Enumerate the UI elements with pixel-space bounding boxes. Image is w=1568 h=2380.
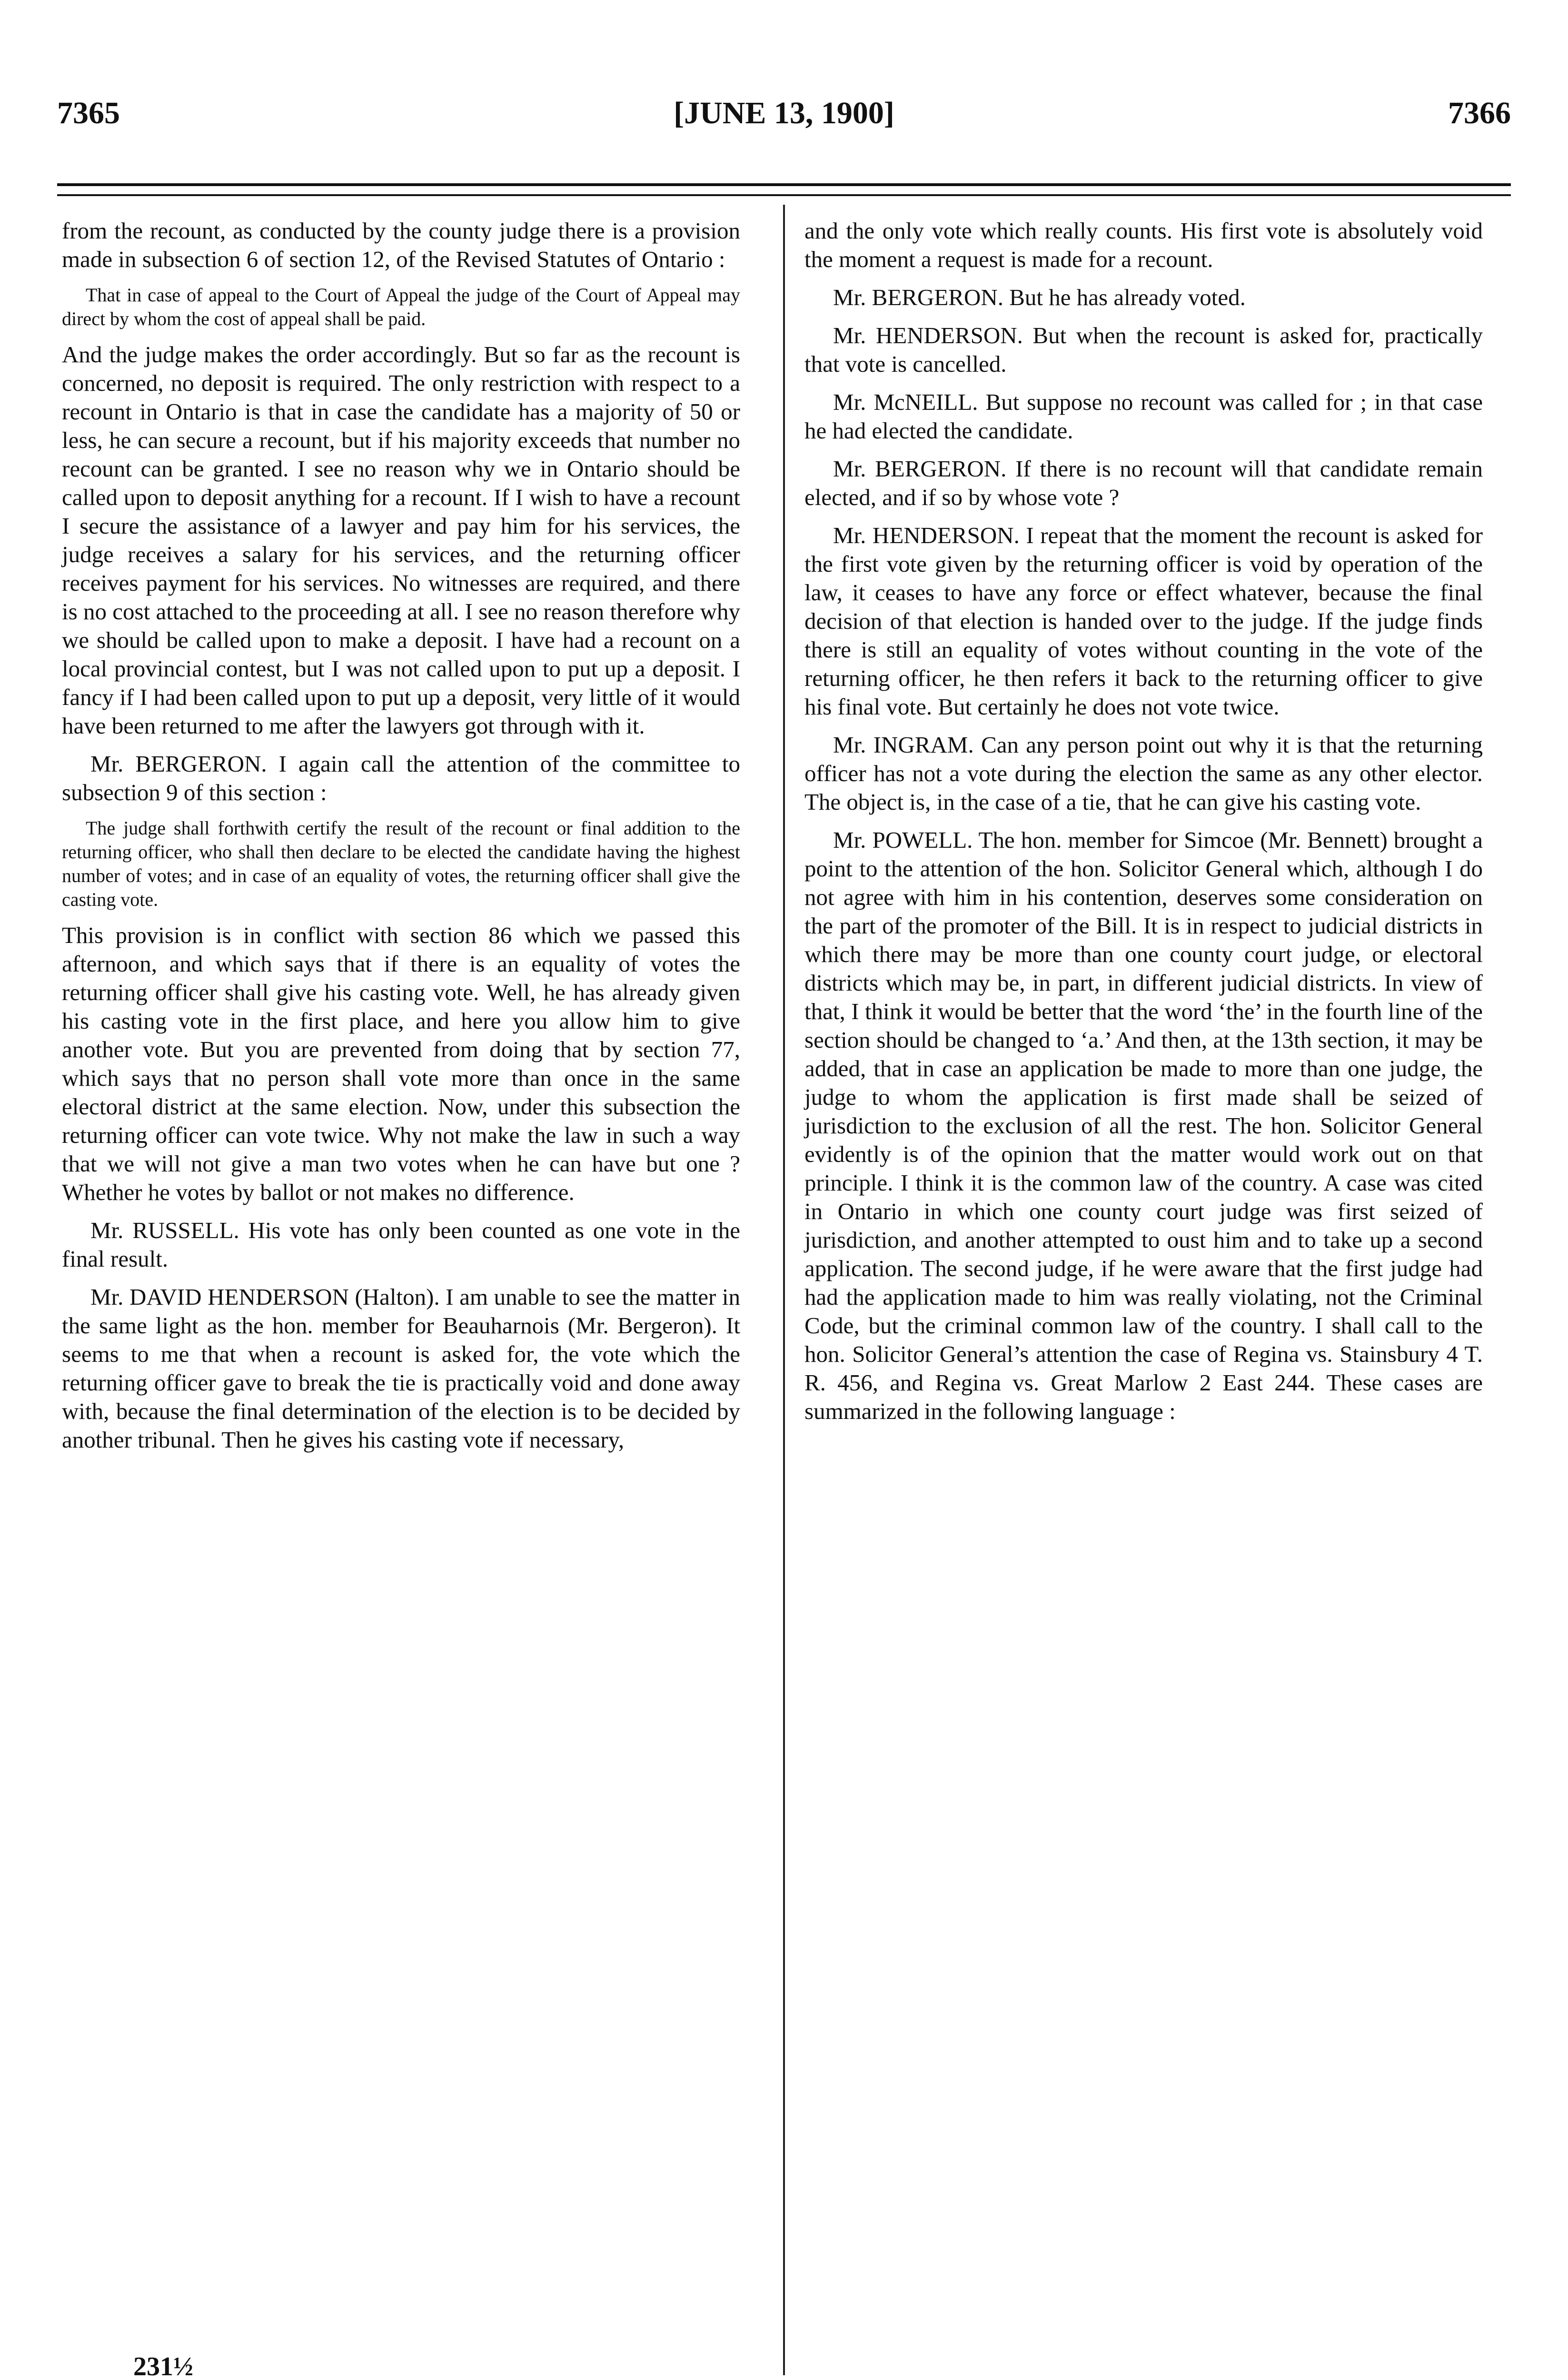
speech-russell: Mr. RUSSELL. His vote has only been counted as one vote in the final result.: [62, 1217, 740, 1272]
page-date: [JUNE 13, 1900]: [674, 96, 894, 130]
paragraph: And the judge makes the order accordingly. But so far as the recount is concerned, no deposit is required. The only restriction with respect to a recount in Ontario is that in case the candidate has a majority of 50 or less, he can secure a recount, but if his majority exceeds that number no recount can be granted. I see no reason why we in Ontario should be called upon to deposit anything for a recount. If I wish to have a recount I secure the assistance of a lawyer and pay him for his services, the judge receives a salary for his services, and the returning officer receives payment for his services. No witnesses are required, and there is no cost attached to the proceeding at all. I see no reason therefore why we should be called upon to make a deposit. I have had a recount on a local provincial contest, but I was not called upon to put up a deposit. I fancy if I had been called upon to put up a deposit, very little of it would have been returned to me after the lawyers got through with it.: [62, 341, 740, 739]
speech-bergeron: Mr. BERGERON. I again call the attention of the committee to subsection 9 of this section :: [62, 751, 740, 805]
paragraph: This provision is in conflict with section 86 which we passed this afternoon, and which says that if there is an equality of votes the returning officer shall give his casting vote. Well, he has already given his casting vote in the first place, and here you allow him to give another vote. But you are prevented from doing that by section 77, which says that no person shall vote more than once in the same electoral district at the same election. Now, under this subsection the returning officer can vote twice. Why not make the law in such a way that we will not give a man two votes when he can have but one ? Whether he votes by ballot or not makes no difference.: [62, 922, 740, 1205]
column-divider: [783, 205, 785, 2375]
paragraph: from the recount, as conducted by the county judge there is a provision made in subsection 6 of section 12, of the Revised Statutes of Ontario :: [62, 218, 740, 272]
header-rule-top: [57, 183, 1511, 186]
page-header: [57, 95, 1511, 148]
speech-bergeron: Mr. BERGERON. But he has already voted.: [833, 284, 1246, 310]
speech-bergeron: Mr. BERGERON. If there is no recount will that candidate remain elected, and if so by whose vote ?: [804, 456, 1483, 510]
speech-ingram: Mr. INGRAM. Can any person point out why it is that the returning officer has not a vote during the election the same as any other elector. The object is, in the case of a tie, that he can give his casting vote.: [804, 732, 1483, 815]
paragraph: and the only vote which really counts. His first vote is absolutely void the moment a request is made for a recount.: [804, 218, 1483, 272]
page-number-right: 7366: [1448, 96, 1511, 130]
header-rule-bottom: [57, 194, 1511, 196]
speech-mcneill: Mr. McNEILL. But suppose no recount was called for ; in that case he had elected the candidate.: [804, 389, 1483, 444]
speech-henderson: Mr. HENDERSON. I repeat that the moment the recount is asked for the first vote given by the returning officer is void by operation of the law, it ceases to have any force or effect whatever, because the final decision of that election is handed over to the judge. If the judge finds there is still an equality of votes without counting in the vote of the returning officer, he then refers it back to the returning officer to give his final vote. But certainly he does not vote twice.: [804, 522, 1483, 720]
speech-henderson: Mr. HENDERSON. But when the recount is asked for, practically that vote is cancelled.: [804, 322, 1483, 377]
quoted-statute: That in case of appeal to the Court of Appeal the judge of the Court of Appeal may direct by whom the cost of appeal shall be paid.: [62, 284, 740, 329]
signature-mark: 231½: [133, 2352, 193, 2380]
speech-powell: Mr. POWELL. The hon. member for Simcoe (Mr. Bennett) brought a point to the attention of the hon. Solicitor General which, although I do not agree with him in his contention, deserves some consideration on the part of the promoter of the Bill. It is in respect to judicial districts in which there may be more than one county court judge, or electoral districts which may be, in part, in different judicial districts. In view of that, I think it would be better that the word ‘the’ in the fourth line of the section should be changed to ‘a.’ And then, at the 13th section, it may be added, that in case an application be made to more than one judge, the judge to whom the application is first made shall be seized of jurisdiction to the exclusion of all the rest. The hon. Solicitor General evidently is of the opinion that the matter would work out on that principle. I think it is the common law of the country. A case was cited in Ontario in which one county court judge was first seized of jurisdiction, and another attempted to oust him and to take up a second application. The second judge, if he were aware that the first judge had had the application made to him was really violating, not the Criminal Code, but the criminal common law of the country. I shall call to the hon. Solicitor General’s attention the case of Regina vs. Stainsbury 4 T. R. 456, and Regina vs. Great Marlow 2 East 244. These cases are summarized in the following language :: [804, 827, 1483, 1424]
page-number-left: 7365: [57, 96, 120, 130]
speech-henderson: Mr. DAVID HENDERSON (Halton). I am unable to see the matter in the same light as the hon. member for Beauharnois (Mr. Bergeron). It seems to me that when a recount is asked for, the vote which the returning officer gave to break the tie is practically void and done away with, because the final determination of the election is to be decided by another tribunal. Then he gives his casting vote if necessary,: [62, 1284, 740, 1453]
right-column: [804, 217, 1483, 1435]
quoted-statute: The judge shall forthwith certify the result of the recount or final addition to the returning officer, who shall then declare to be elected the candidate having the highest number of votes; and in case of an equality of votes, the returning officer shall give the casting vote.: [62, 817, 740, 910]
left-column: [62, 217, 740, 1464]
